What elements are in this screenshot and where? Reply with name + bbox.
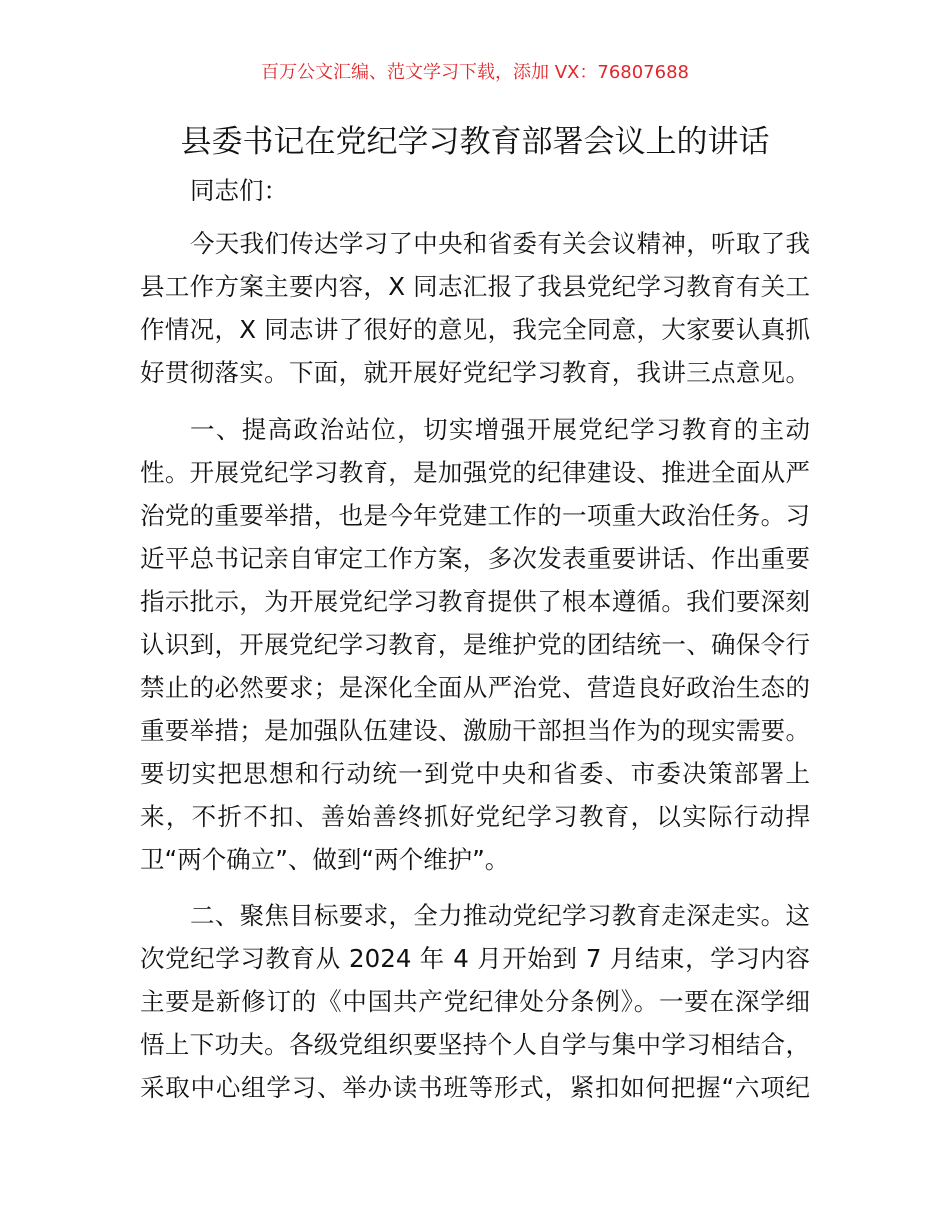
text-line: 好贯彻落实。下面，就开展好党纪学习教育，我讲三点意见。 [140, 358, 810, 387]
text-line: 次党纪学习教育从 2024 年 4 月开始到 7 月结束，学习内容 [140, 944, 810, 973]
text-line: 今天我们传达学习了中央和省委有关会议精神，听取了我 [190, 229, 810, 258]
text-line: 重要举措；是加强队伍建设、激励干部担当作为的现实需要。 [140, 716, 810, 745]
text-line: 治党的重要举措，也是今年党建工作的一项重大政治任务。习 [140, 501, 810, 530]
text-line: 作情况，X 同志讲了很好的意见，我完全同意，大家要认真抓 [140, 315, 810, 344]
text-line: 一、提高政治站位，切实增强开展党纪学习教育的主动 [190, 415, 810, 444]
document-title: 县委书记在党纪学习教育部署会议上的讲话 [180, 124, 770, 160]
text-line: 指示批示，为开展党纪学习教育提供了根本遵循。我们要深刻 [140, 587, 810, 616]
text-line: 来，不折不扣、善始善终抓好党纪学习教育，以实际行动捍 [140, 802, 810, 831]
text-line: 二、聚焦目标要求，全力推动党纪学习教育走深走实。这 [190, 901, 810, 930]
text-line: 禁止的必然要求；是深化全面从严治党、营造良好政治生态的 [140, 673, 810, 702]
text-line: 近平总书记亲自审定工作方案，多次发表重要讲话、作出重要 [140, 544, 810, 573]
text-line: 悟上下功夫。各级党组织要坚持个人自学与集中学习相结合， [140, 1030, 810, 1059]
header-banner: 百万公文汇编、范文学习下载，添加 VX：76807688 [261, 62, 689, 83]
text-line: 主要是新修订的《中国共产党纪律处分条例》。一要在深学细 [140, 987, 810, 1016]
greeting: 同志们： [190, 176, 288, 205]
text-line: 认识到，开展党纪学习教育，是维护党的团结统一、确保令行 [140, 630, 810, 659]
text-line: 性。开展党纪学习教育，是加强党的纪律建设、推进全面从严 [140, 458, 810, 487]
text-line: 采取中心组学习、举办读书班等形式，紧扣如何把握“六项纪 [140, 1073, 810, 1102]
text-line: 县工作方案主要内容，X 同志汇报了我县党纪学习教育有关工 [140, 272, 810, 301]
text-line: 卫“两个确立”、做到“两个维护”。 [140, 845, 510, 874]
text-line: 要切实把思想和行动统一到党中央和省委、市委决策部署上 [140, 759, 810, 788]
